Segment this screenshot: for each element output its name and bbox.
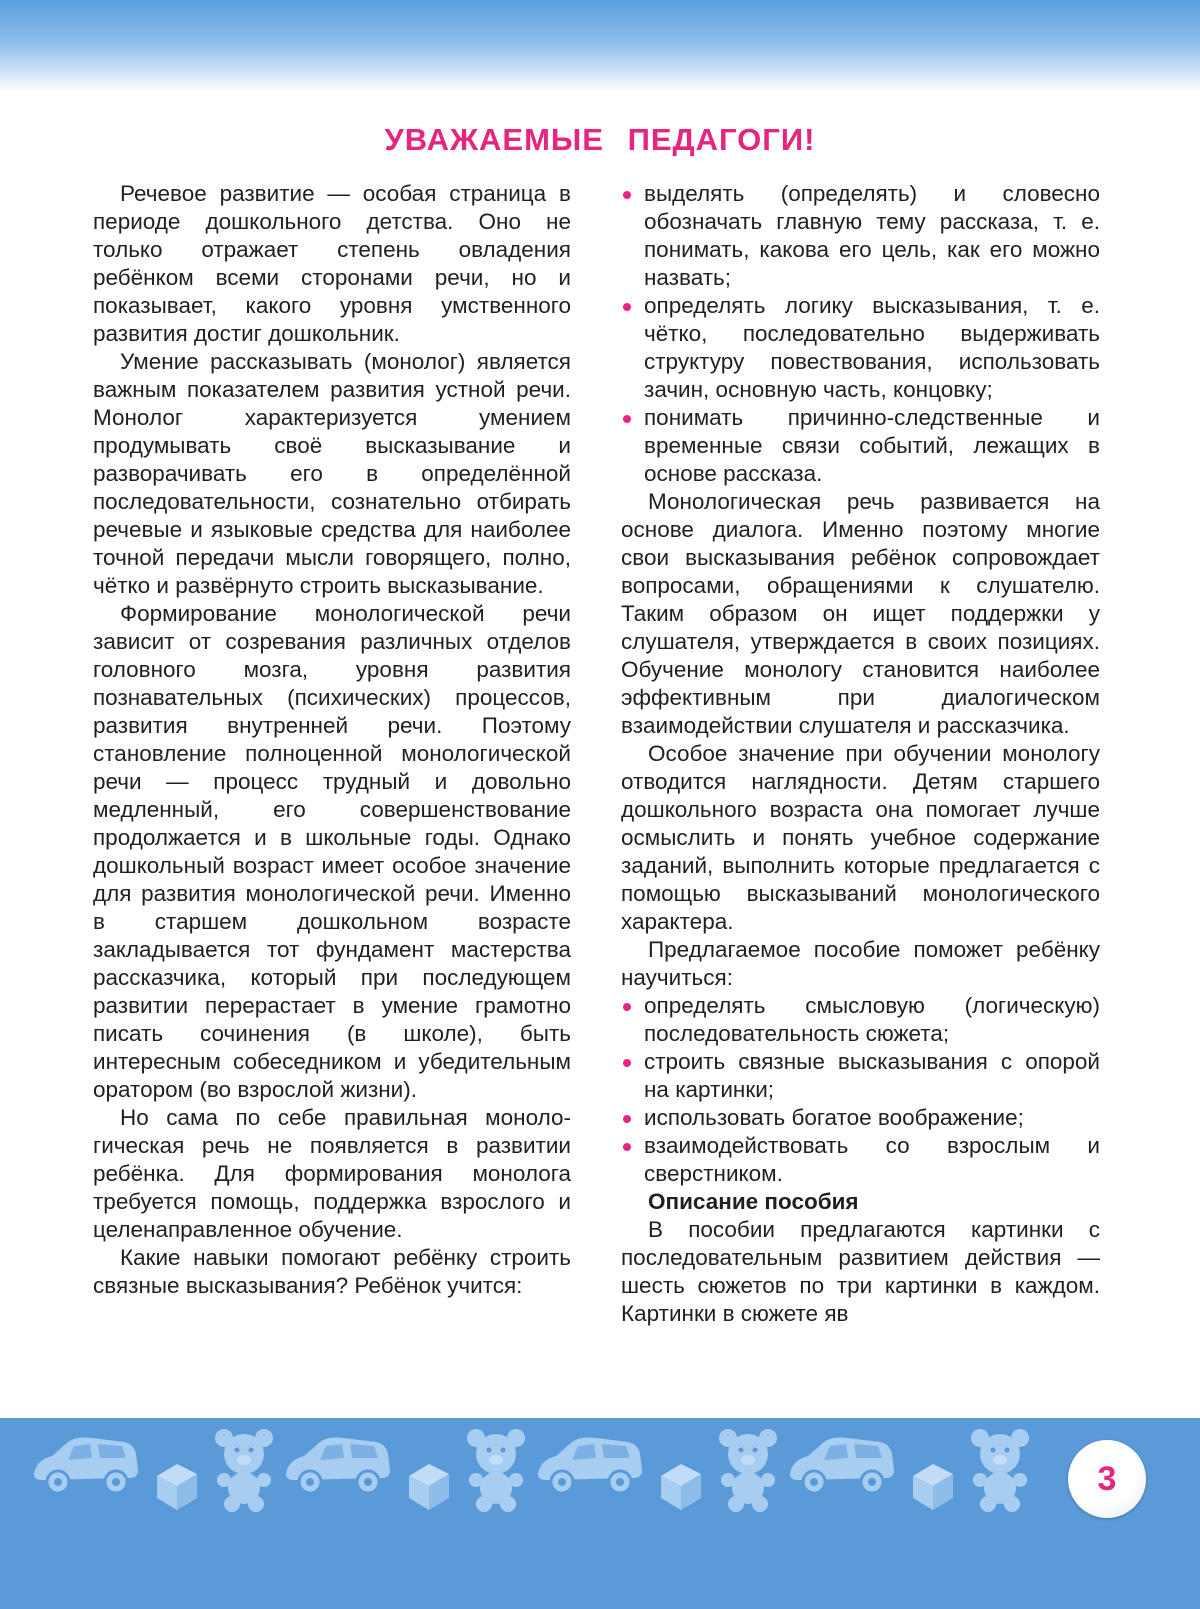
teddy-bear-icon [719, 1429, 777, 1512]
teddy-bear-icon [467, 1429, 525, 1512]
paragraph-manual-helps: Предлагаемое пособие поможет ребёнку научиться: [621, 937, 1100, 990]
page-number-badge [1068, 1440, 1146, 1518]
list-item: определять смысловую (логическую) последовательность сюжета; [621, 992, 1100, 1048]
bottom-decorative-band [0, 1418, 1200, 1609]
toy-car-icon [34, 1438, 138, 1494]
toy-cube-icon [661, 1464, 701, 1510]
teddy-bear-icon [215, 1429, 273, 1512]
toy-car-icon [286, 1438, 390, 1494]
paragraph-speech-development: Речевое развитие — особая страница в периоде дошкольного детства. Оно не только отражает степень овладения ребёнком всеми сторонами речи, но и показывает, какого уровня умственного развития достиг дошкольник. [93, 181, 571, 346]
skills-list [621, 180, 1100, 488]
paragraph-adult-support: Но сама по себе правильная монологическая речь не появляется в развитии ребёнка. Для формирования монолога требуется помощь, поддержка взрослого и целенаправленное обучение. [93, 1105, 571, 1242]
paragraph-monologue-formation: Формирование монологической речи зависит от созревания различных отделов головного мозга, уровня развития познавательных (психических) процессов, развития внутренней речи. Поэтому становление полноценной монологической речи — процесс трудный и довольно медленный, его совершенствование продолжается и в школьные годы. Однако дошкольный возраст имеет особое значение для развития монологической речи. Именно в старшем дошкольном возрасте закладывается тот фундамент мастерства рассказчика, который при последующем развитии перерастает в умение грамотно писать сочинения (в школе), быть интересным собеседником и убедительным оратором (во взрослой жизни). [93, 601, 571, 1102]
toy-cube-icon [157, 1464, 197, 1510]
left-column [93, 180, 571, 1300]
list-item: понимать причинно-следственные и временные связи событий, лежащих в основе рассказа. [621, 404, 1100, 488]
paragraph-manual-description: В пособии предлагаются картинки с последовательным развитием действия — шесть сюжетов по три картинки в каждом. Картинки в сюжете яв [621, 1217, 1100, 1326]
list-item: использовать богатое воображение; [621, 1104, 1100, 1132]
toy-car-icon [790, 1438, 894, 1494]
page-number: 3 [1097, 1459, 1117, 1498]
toy-pattern [0, 1418, 1200, 1609]
toy-cube-icon [913, 1464, 953, 1510]
right-column [621, 180, 1100, 1328]
page-title: УВАЖАЕМЫЕ ПЕДАГОГИ! [384, 122, 816, 157]
paragraph-dialogue-basis: Монологическая речь развивается на основе диалога. Именно поэтому многие свои высказывания ребёнок сопровождает вопросами, обращениями к слушателю. Таким образом он ищет поддержки у слушателя, утверждается в своих позициях. Обучение монологу становится наиболее эффективным при диалогическом взаимодействии слушателя и рассказчика. [621, 489, 1100, 738]
paragraph-visual-aids: Особое значение при обучении монологу отводится наглядности. Детям старшего дошкольного возраста она помогает лучше осмыслить и понять учебное содержание заданий, выполнить которые предлагается с помощью высказываний монологического характера. [621, 741, 1100, 934]
paragraph-monologue-skill: Умение рассказывать (монолог) является важным показателем развития устной речи. Монолог характеризуется умением продумывать своё высказывание и разворачивать его в определённой последовательности, сознательно отбирать речевые и языковые средства для наиболее точной передачи мысли говорящего, полно, чётко и развёрнуто строить высказывание. [93, 349, 571, 598]
top-gradient-band [0, 0, 1200, 92]
section-heading-manual-description: Описание пособия [648, 1189, 859, 1214]
paragraph-skills-question: Какие навыки помогают ребёнку строить связные высказывания? Ребёнок учится: [93, 1245, 571, 1298]
list-item: взаимодействовать со взрослым и сверстником. [621, 1132, 1100, 1188]
toy-car-icon [538, 1438, 642, 1494]
teddy-bear-icon [971, 1429, 1029, 1512]
toy-cube-icon [409, 1464, 449, 1510]
list-item: строить связные высказывания с опорой на картинки; [621, 1048, 1100, 1104]
goals-list [621, 992, 1100, 1188]
list-item: выделять (определять) и словесно обозначать главную тему рассказа, т. е. понимать, какова его цель, как его можно назвать; [621, 180, 1100, 292]
list-item: определять логику высказывания, т. е. чётко, последовательно выдерживать структуру повествования, использовать зачин, основную часть, концовку; [621, 292, 1100, 404]
